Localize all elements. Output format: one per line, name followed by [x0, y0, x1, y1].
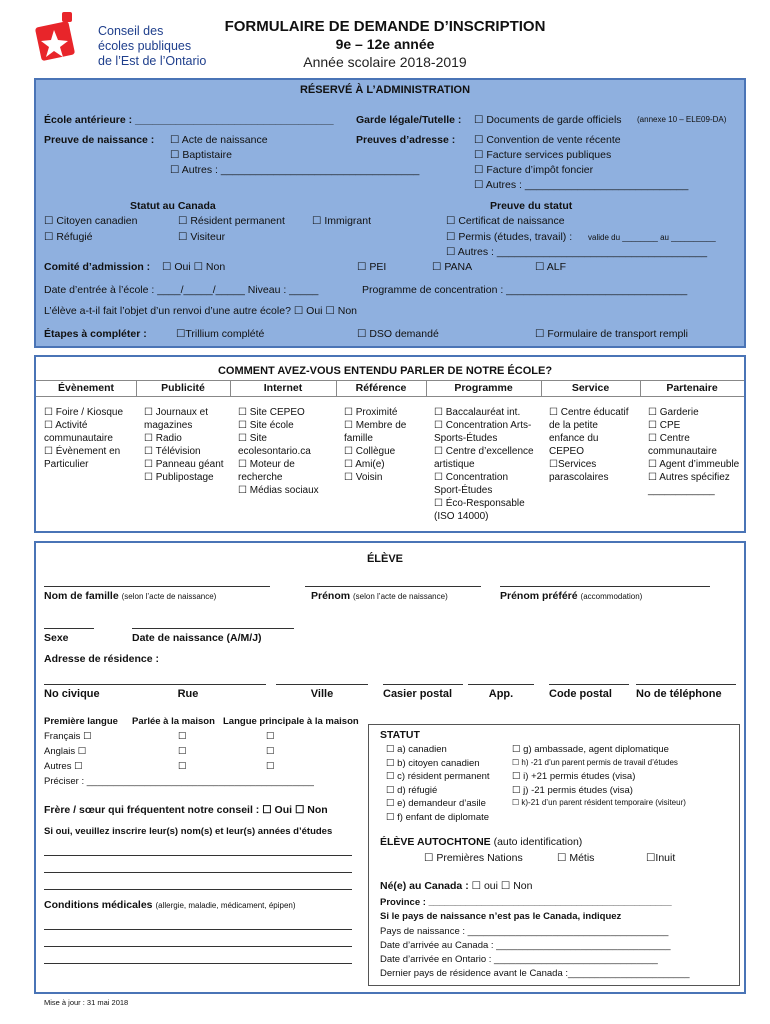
- conditions-label: [44, 899, 296, 911]
- survey-option[interactable]: ☐ Télévision: [144, 446, 201, 457]
- address-field-label: No civique: [44, 688, 100, 700]
- survey-column-items: [344, 406, 422, 484]
- statut-option[interactable]: ☐ e) demandeur d’asile: [386, 798, 486, 809]
- admin-heading: RÉSERVÉ À L’ADMINISTRATION: [299, 84, 471, 96]
- prenom-pref-field-label: [500, 590, 642, 602]
- address-input-line[interactable]: [110, 684, 266, 685]
- survey-option[interactable]: ☐ Centre communautaire: [648, 433, 717, 457]
- survey-option[interactable]: ☐ CPE: [648, 420, 681, 431]
- adresse-option[interactable]: ☐ Facture d’impôt foncier: [474, 164, 594, 176]
- si-pays-note: Si le pays de naissance n’est pas le Canada, indiquez: [380, 911, 622, 922]
- statut-option[interactable]: ☐ j) -21 permis études (visa): [512, 784, 633, 796]
- prenom-label: Prénom: [311, 590, 351, 602]
- fratrie-line[interactable]: [44, 889, 352, 890]
- survey-option[interactable]: ☐ Éco-Responsable (ISO 14000): [434, 498, 525, 522]
- survey-option[interactable]: ☐ Radio: [144, 433, 182, 444]
- garde-note: (annexe 10 – ELE09-DA): [637, 115, 727, 124]
- prenom-field-label: [311, 590, 448, 602]
- school-year: Année scolaire 2018-2019: [303, 54, 467, 70]
- statut-option[interactable]: ☐ c) résident permanent: [386, 771, 490, 782]
- survey-column-items: [648, 406, 740, 497]
- survey-option[interactable]: ☐ Activité communautaire: [44, 420, 113, 444]
- autochtone-title: ÉLÈVE AUTOCHTONE: [380, 836, 491, 848]
- fratrie-instructions: Si oui, veuillez inscrire leur(s) nom(s) et leur(s) années d’études: [44, 826, 333, 837]
- autochtone-note: (auto identification): [493, 836, 583, 848]
- autochtone-option[interactable]: ☐ Métis: [557, 852, 595, 864]
- address-input-line[interactable]: [549, 684, 629, 685]
- statut-option[interactable]: ☐ k)-21 d’un parent résident temporaire (visiteur): [512, 798, 686, 807]
- statut-option[interactable]: ☐ Visiteur: [178, 231, 226, 243]
- lang-header: Parlée à la maison: [132, 716, 215, 727]
- naissance-option[interactable]: ☐ Baptistaire: [170, 149, 232, 161]
- survey-option[interactable]: ☐ Publipostage: [144, 472, 214, 483]
- ne-canada-options[interactable]: ☐ oui ☐ Non: [471, 880, 533, 892]
- preuve-statut-option[interactable]: ☐ Permis (études, travail) :: [446, 231, 573, 243]
- date-naissance-label: Date de naissance (A/M/J): [132, 632, 262, 644]
- ecole-anterieure-field[interactable]: École antérieure : __________________________________: [44, 114, 334, 126]
- garde-checkbox[interactable]: ☐ Documents de garde officiels: [474, 114, 622, 126]
- etapes-label: Étapes à compléter :: [44, 328, 147, 340]
- address-input-line[interactable]: [276, 684, 368, 685]
- preuve-statut-option[interactable]: ☐ Certificat de naissance: [446, 215, 565, 227]
- autochtone-option[interactable]: ☐ Premières Nations: [424, 852, 523, 864]
- prenom-pref-line[interactable]: [500, 586, 710, 587]
- naissance-option[interactable]: ☐ Autres : __________________________________: [170, 164, 420, 176]
- date-naissance-line[interactable]: [132, 628, 294, 629]
- nom-label: Nom de famille: [44, 590, 119, 602]
- survey-option[interactable]: ☐ Autres spécifiez ____________: [648, 472, 730, 496]
- grades-title: 9e – 12e année: [335, 36, 435, 52]
- pays-field[interactable]: Pays de naissance : ______________________________________: [380, 926, 669, 937]
- preuve-statut-option[interactable]: ☐ Autres : ____________________________________: [446, 246, 708, 258]
- survey-column-items: [44, 406, 132, 471]
- survey-column-header: Référence: [355, 382, 407, 394]
- survey-title: COMMENT AVEZ-VOUS ENTENDU PARLER DE NOTRE ÉCOLE?: [217, 365, 553, 377]
- language-row[interactable]: Anglais ☐: [44, 746, 87, 757]
- dso-checkbox[interactable]: ☐ DSO demandé: [357, 328, 439, 340]
- prenom-pref-note: (accommodation): [580, 592, 643, 601]
- transport-checkbox[interactable]: ☐ Formulaire de transport rempli: [535, 328, 688, 340]
- survey-option[interactable]: ☐ Baccalauréat int.: [434, 407, 521, 418]
- dernier-pays-field[interactable]: Dernier pays de résidence avant le Canada :_______________________: [380, 968, 690, 979]
- fratrie-line[interactable]: [44, 872, 352, 873]
- conditions-note: (allergie, maladie, médicament, épipen): [155, 901, 296, 910]
- statut-option[interactable]: ☐ f) enfant de diplomate: [386, 811, 490, 823]
- arrivee-ontario-field[interactable]: Date d’arrivée en Ontario : _______________________________: [380, 954, 658, 965]
- survey-option[interactable]: ☐ Site ecolesontario.ca: [238, 433, 311, 457]
- survey-column-items: [434, 406, 537, 523]
- survey-column-header: Partenaire: [666, 382, 718, 394]
- address-input-line[interactable]: [383, 684, 463, 685]
- eleve-heading: ÉLÈVE: [366, 553, 404, 565]
- address-field-label: Casier postal: [383, 688, 453, 700]
- survey-column-header: Programme: [454, 382, 513, 394]
- garde-label: Garde légale/Tutelle :: [356, 114, 462, 126]
- statut-canada-title: Statut au Canada: [130, 200, 216, 212]
- address-field-label: No de téléphone: [636, 688, 722, 700]
- statut-option[interactable]: ☐ Immigrant: [312, 215, 372, 227]
- survey-option[interactable]: ☐ Moteur de recherche: [238, 459, 295, 483]
- autochtone-option[interactable]: ☐Inuit: [646, 852, 676, 864]
- fratrie-question[interactable]: Frère / sœur qui fréquentent notre conseil : ☐ Oui ☐ Non: [44, 804, 328, 816]
- survey-option[interactable]: ☐ Foire / Kiosque: [44, 407, 123, 418]
- survey-option[interactable]: ☐ Proximité: [344, 407, 398, 418]
- programme-field[interactable]: Programme de concentration : _______________________________: [362, 284, 688, 296]
- ne-canada-label: Né(e) au Canada :: [380, 880, 469, 892]
- survey-option[interactable]: ☐ Panneau géant: [144, 459, 224, 470]
- survey-column-header: Évènement: [57, 382, 115, 394]
- survey-option[interactable]: ☐ Concentration Arts-Sports-Études: [434, 420, 532, 444]
- checkbox-icon[interactable]: ☐: [178, 761, 187, 772]
- comite-options[interactable]: ☐ Oui ☐ Non: [162, 261, 226, 273]
- survey-option[interactable]: ☐ Site CEPEO: [238, 407, 305, 418]
- address-field-label: App.: [488, 688, 514, 700]
- form-title: FORMULAIRE DE DEMANDE D’INSCRIPTION: [224, 18, 546, 35]
- survey-grid-line: [36, 396, 744, 397]
- comite-label: Comité d’admission :: [44, 261, 151, 273]
- survey-option[interactable]: ☐ Concentration Sport-Études: [434, 472, 509, 496]
- statut-option[interactable]: ☐ Citoyen canadien: [44, 215, 138, 227]
- adresse-label: Adresse de résidence :: [44, 653, 159, 665]
- survey-option[interactable]: ☐ Ami(e): [344, 459, 385, 470]
- survey-option[interactable]: ☐ Journaux et magazines: [144, 407, 208, 431]
- language-row[interactable]: Autres ☐: [44, 761, 83, 772]
- statut-option[interactable]: ☐ a) canadien: [386, 744, 447, 755]
- checkbox-icon[interactable]: ☐: [266, 761, 275, 772]
- survey-option[interactable]: ☐ Membre de famille: [344, 420, 407, 444]
- survey-option[interactable]: ☐ Garderie: [648, 407, 699, 418]
- conditions-line[interactable]: [44, 929, 352, 930]
- conditions-title: Conditions médicales: [44, 899, 153, 911]
- checkbox-icon[interactable]: ☐: [178, 746, 187, 757]
- survey-grid-line: [36, 380, 744, 381]
- preuve-statut-title: Preuve du statut: [490, 200, 573, 212]
- statut-option[interactable]: ☐ i) +21 permis études (visa): [512, 771, 636, 782]
- ne-canada-row: [380, 880, 532, 892]
- trillium-checkbox[interactable]: ☐Trillium complété: [176, 328, 265, 340]
- fratrie-line[interactable]: [44, 855, 352, 856]
- conditions-line[interactable]: [44, 946, 352, 947]
- survey-option[interactable]: ☐ Centre d’excellence artistique: [434, 446, 534, 470]
- survey-option[interactable]: ☐ Centre éducatif de la petite enfance du CEPEO: [549, 407, 629, 457]
- adresse-option[interactable]: ☐ Convention de vente récente: [474, 134, 621, 146]
- survey-option[interactable]: ☐ Agent d’immeuble: [648, 459, 740, 470]
- adresse-option[interactable]: ☐ Facture services publiques: [474, 149, 612, 161]
- prenom-note: (selon l’acte de naissance): [353, 592, 448, 601]
- statut-option[interactable]: ☐ h) -21 d’un parent permis de travail d’études: [512, 757, 678, 767]
- survey-column-items: [238, 406, 332, 497]
- arrivee-canada-field[interactable]: Date d’arrivée au Canada : _________________________________: [380, 940, 671, 951]
- checkbox-icon[interactable]: ☐: [266, 746, 275, 757]
- nom-note: (selon l’acte de naissance): [121, 592, 217, 601]
- province-field[interactable]: Province : ______________________________________________: [380, 897, 672, 908]
- autochtone-label: [380, 836, 582, 848]
- prenom-pref-label: Prénom préféré: [500, 590, 578, 602]
- address-field-label: Ville: [310, 688, 334, 700]
- survey-column-header: Service: [571, 382, 610, 394]
- survey-column-items: [144, 406, 226, 484]
- address-input-line[interactable]: [468, 684, 534, 685]
- statut-option[interactable]: ☐ b) citoyen canadien: [386, 757, 480, 769]
- footer-date: Mise à jour : 31 mai 2018: [44, 998, 129, 1007]
- language-row[interactable]: Français ☐: [44, 731, 92, 742]
- lang-header: Langue principale à la maison: [223, 716, 359, 727]
- lang-header: Première langue: [44, 716, 118, 727]
- preuve-naissance-label: Preuve de naissance :: [44, 134, 155, 146]
- pana-checkbox[interactable]: ☐ PANA: [432, 261, 473, 273]
- survey-option[interactable]: ☐ Évènement en Particulier: [44, 446, 121, 470]
- sexe-line[interactable]: [44, 628, 94, 629]
- nom-line[interactable]: [44, 586, 270, 587]
- survey-option[interactable]: ☐ Collègue: [344, 446, 396, 457]
- permis-note: valide du ________ au __________: [588, 233, 716, 242]
- survey-option[interactable]: ☐ Voisin: [344, 472, 383, 483]
- statut-option[interactable]: ☐ g) ambassade, agent diplomatique: [512, 744, 669, 755]
- survey-column-items: [549, 406, 636, 484]
- pei-checkbox[interactable]: ☐ PEI: [357, 261, 387, 273]
- statut-option[interactable]: ☐ Réfugié: [44, 231, 93, 243]
- survey-option[interactable]: ☐Services parascolaires: [549, 459, 609, 483]
- survey-option[interactable]: ☐ Médias sociaux: [238, 485, 319, 496]
- address-field-label: Rue: [177, 688, 199, 700]
- survey-option[interactable]: ☐ Site école: [238, 420, 294, 431]
- checkbox-icon[interactable]: ☐: [178, 731, 187, 742]
- statut-option[interactable]: ☐ Résident permanent: [178, 215, 285, 227]
- survey-column-header: Publicité: [161, 382, 205, 394]
- checkbox-icon[interactable]: ☐: [266, 731, 275, 742]
- conditions-line[interactable]: [44, 963, 352, 964]
- naissance-option[interactable]: ☐ Acte de naissance: [170, 134, 268, 146]
- address-field-label: Code postal: [549, 688, 612, 700]
- date-entree-field[interactable]: Date d’entrée à l’école : ____/_____/_____ Niveau : _____: [44, 284, 319, 296]
- nom-field-label: [44, 590, 216, 602]
- alf-checkbox[interactable]: ☐ ALF: [535, 261, 567, 273]
- sexe-label: Sexe: [44, 632, 69, 644]
- logo-text: Conseil des écoles publiques de l’Est de l’Ontario: [98, 24, 207, 68]
- adresse-option[interactable]: ☐ Autres : ____________________________: [474, 179, 689, 191]
- preuves-adresse-label: Preuves d’adresse :: [356, 134, 456, 146]
- survey-column-header: Internet: [263, 382, 303, 394]
- address-input-line[interactable]: [636, 684, 736, 685]
- prenom-line[interactable]: [305, 586, 481, 587]
- renvoi-question[interactable]: L’élève a-t-il fait l’objet d’un renvoi d’une autre école? ☐ Oui ☐ Non: [44, 305, 358, 317]
- preciser-field[interactable]: Préciser : ___________________________________________: [44, 776, 314, 787]
- statut-option[interactable]: ☐ d) réfugié: [386, 784, 438, 796]
- statut-title: STATUT: [380, 729, 420, 741]
